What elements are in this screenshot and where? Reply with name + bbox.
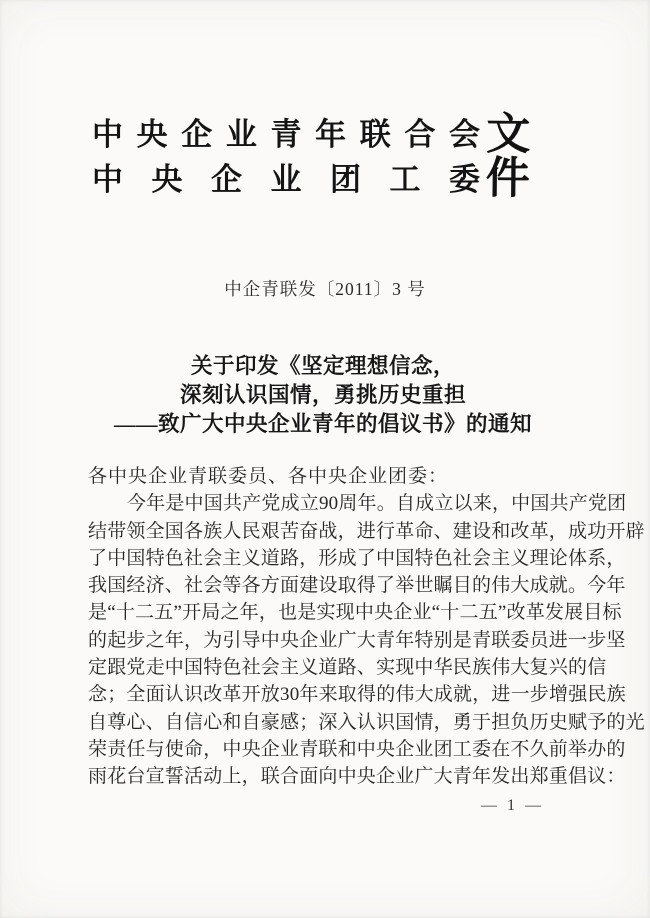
letterhead xyxy=(92,109,558,204)
body-line: 雨花台宣誓活动上，联合面向中央企业广大青年发出郑重倡议： xyxy=(88,766,626,788)
document-body xyxy=(88,463,645,791)
body-line: 我国经济、社会等各方面建设取得了举世瞩目的伟大成就。今年 xyxy=(88,575,626,597)
org-name-line-1: 中央企业青年联合会 xyxy=(92,117,480,152)
title-line-2: 深刻认识国情，勇挑历史重担 xyxy=(179,383,466,407)
org-name-line-2: 中央企业团工委 xyxy=(92,162,480,197)
document-reference-number: 中企青联发〔2011〕3 号 xyxy=(224,279,426,299)
body-line: 了中国特色社会主义道路，形成了中国特色社会主义理论体系， xyxy=(88,547,626,569)
document-title xyxy=(80,352,566,439)
document-type-label: 文件 xyxy=(485,109,532,204)
page-number: — 1 — xyxy=(481,797,544,814)
title-line-1: 关于印发《坚定理想信念， xyxy=(190,354,455,378)
body-line: 定跟党走中国特色社会主义道路、实现中华民族伟大复兴的信 xyxy=(88,657,607,679)
salutation-line: 各中央企业青联委员、各中央企业团委： xyxy=(88,466,449,487)
body-line: 的起步之年，为引导中央企业广大青年特别是青联委员进一步坚 xyxy=(88,629,626,651)
body-line: 今年是中国共产党成立90周年。自成立以来，中国共产党团 xyxy=(126,493,627,515)
body-line: 自尊心、自信心和自豪感；深入认识国情，勇于担负历史赋予的光 xyxy=(88,711,645,733)
body-line: 结带领全国各族人民艰苦奋战，进行革命、建设和改革，成功开辟 xyxy=(88,520,645,542)
body-line: 是“十二五”开局之年，也是实现中央企业“十二五”改革发展目标 xyxy=(88,602,622,624)
title-line-3: ——致广大中央企业青年的倡议书》的通知 xyxy=(113,412,532,436)
body-line: 念；全面认识改革开放30年来取得的伟大成就，进一步增强民族 xyxy=(88,684,626,706)
body-line: 荣责任与使命，中央企业青联和中央企业团工委在不久前举办的 xyxy=(88,738,626,760)
issuing-organizations xyxy=(92,112,480,202)
